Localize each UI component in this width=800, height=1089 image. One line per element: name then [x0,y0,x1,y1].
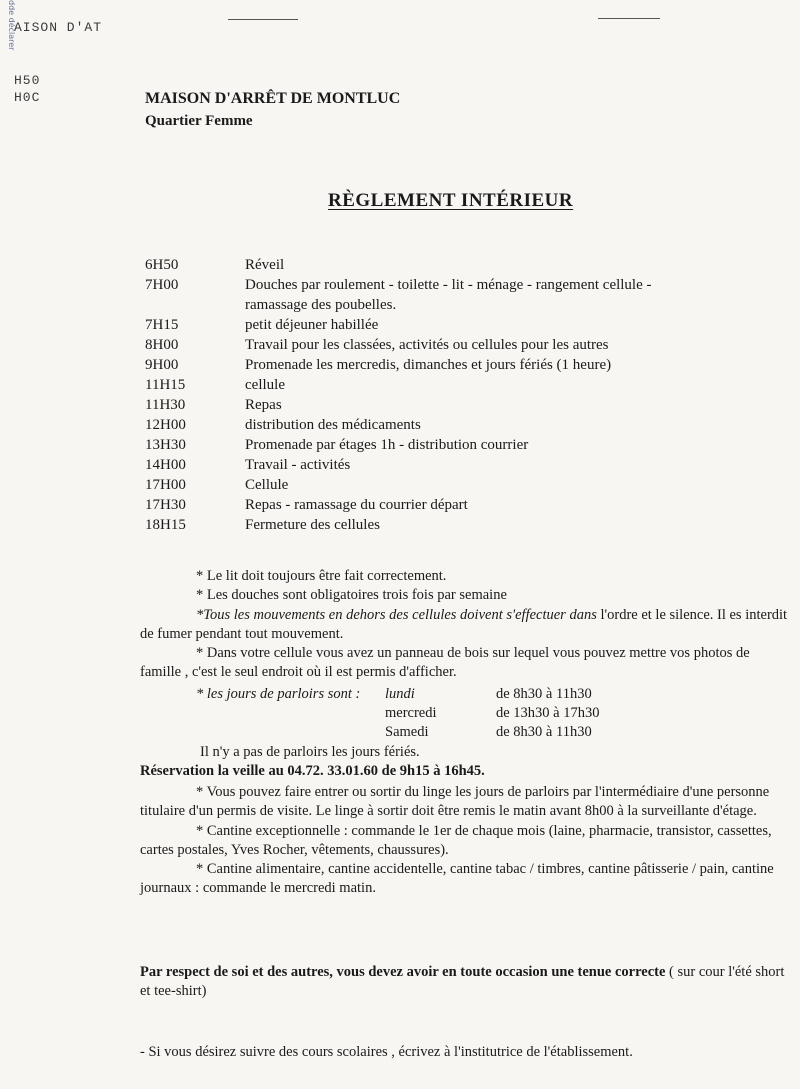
schedule-activity: Repas - ramassage du courrier départ [245,497,468,513]
schedule-row [0,315,800,335]
schedule-time: 9H00 [145,357,179,373]
schedule-row [0,395,800,415]
schedule-time: 7H00 [145,277,179,293]
schedule-activity: Repas [245,397,282,413]
institution-name: MAISON D'ARRÊT DE MONTLUC [145,90,401,107]
schedule-row [0,355,800,375]
parloir-day: Samedi [385,724,429,740]
schedule-row [0,475,800,495]
parloirs-intro: * les jours de parloirs sont : [196,686,361,702]
rule-cantine-exceptionnelle: * Cantine exceptionnelle : commande le 1er de chaque mois (laine, pharmacie, transistor, cassettes, cartes postales, Yves Rocher, vêtements, chaussures). [140,822,772,858]
schedule-row [0,295,800,315]
schedule-row [0,515,800,535]
rule-cellule: * Dans votre cellule vous avez un panneau de bois sur lequel vous pouvez mettre vos photos de famille , c'est le seul endroit où il est permis d'afficher. [140,645,750,681]
schedule-activity: Réveil [245,257,285,273]
reservation-info: Réservation la veille au 04.72. 33.01.60 de 9h15 à 16h45. [140,763,485,779]
schedule-activity: ramassage des poubelles. [245,297,397,313]
rule-douches: * Les douches sont obligatoires trois fois par semaine [196,587,507,604]
schedule-activity: Travail - activités [245,457,351,473]
schedule-time: 8H00 [145,337,179,353]
top-rule-left [228,19,298,20]
schedule-time: 13H30 [145,437,186,453]
schedule-row [0,415,800,435]
top-rule-right [598,18,660,19]
schedule-activity: Travail pour les classées, activités ou cellules pour les autres [245,337,609,353]
parloir-hours: de 8h30 à 11h30 [496,724,592,740]
schedule-time: 6H50 [145,257,179,273]
schedule-activity: Douches par roulement - toilette - lit - ménage - rangement cellule - [245,277,652,293]
schedule-activity: Cellule [245,477,289,493]
schedule-time: 12H00 [145,417,186,433]
schedule-row [0,275,800,295]
schedule-activity: Fermeture des cellules [245,517,380,533]
parloir-hours: de 13h30 à 17h30 [496,705,600,721]
rule-lit: * Le lit doit toujours être fait correctement. [196,568,447,584]
schedule-time: 7H15 [145,317,179,333]
schedule-activity: petit déjeuner habillée [245,317,379,333]
rule-linge: * Vous pouvez faire entrer ou sortir du linge les jours de parloirs par l'intermédiaire d'une personne titulaire d'un permis de visite. Le linge à sortir doit être remis le matin avant 8h00 à la surveillante d'étage. [140,784,770,820]
schedule-time: 11H15 [145,377,186,393]
bleed-line-2: H50 [14,73,41,88]
rule-mouvements-rest: l'ordre et le silence. Il es interdit de fumer pendant tout mouvement. [140,606,788,642]
schedule-row [0,335,800,355]
institution-quarter: Quartier Femme [145,113,253,129]
rule-cantine-alimentaire: * Cantine alimentaire, cantine accidentelle, cantine tabac / timbres, cantine pâtisserie / pain, cantine journaux : commande le mercredi matin. [140,861,774,897]
bleed-line-1: AISON D'AT [14,20,103,35]
rules-block [140,567,790,683]
tenue-bold: Par respect de soi et des autres, vous devez avoir en toute occasion une tenue correcte [140,964,666,980]
rule-mouvements [140,606,790,645]
page-title: RÈGLEMENT INTÉRIEUR [328,190,574,211]
schedule-time: 14H00 [145,457,186,473]
tenue-notice [140,963,790,1002]
margin-note: dde déclarer [7,0,16,51]
no-parloir-holidays: Il n'y a pas de parloirs les jours fériés. [200,744,420,760]
parloir-day: lundi [385,686,415,702]
schedule-activity: Promenade par étages 1h - distribution courrier [245,437,529,453]
schedule-row [0,455,800,475]
schedule-row [0,435,800,455]
schedule-row [0,495,800,515]
schedule-list [0,255,800,535]
schedule-time: 17H00 [145,477,186,493]
rule-mouvements-italic: *Tous les mouvements en dehors des cellules doivent s'effectuer dans [196,606,597,623]
schedule-time: 17H30 [145,497,186,513]
schedule-activity: cellule [245,377,285,393]
parloir-day: mercredi [385,705,437,721]
tenue-rest: ( sur cour l'été short et tee-shirt) [140,964,785,1000]
schedule-row [0,255,800,275]
schedule-activity: Promenade les mercredis, dimanches et jours fériés (1 heure) [245,357,612,373]
parloir-hours: de 8h30 à 11h30 [496,686,592,702]
schedule-row [0,375,800,395]
schedule-activity: distribution des médicaments [245,417,421,433]
schedule-time: 18H15 [145,517,186,533]
bleed-line-3: H0C [14,90,41,105]
rules-block-2 [140,783,790,899]
cours-notice: - Si vous désirez suivre des cours scolaires , écrivez à l'institutrice de l'établissement. [140,1044,633,1060]
schedule-time: 11H30 [145,397,186,413]
